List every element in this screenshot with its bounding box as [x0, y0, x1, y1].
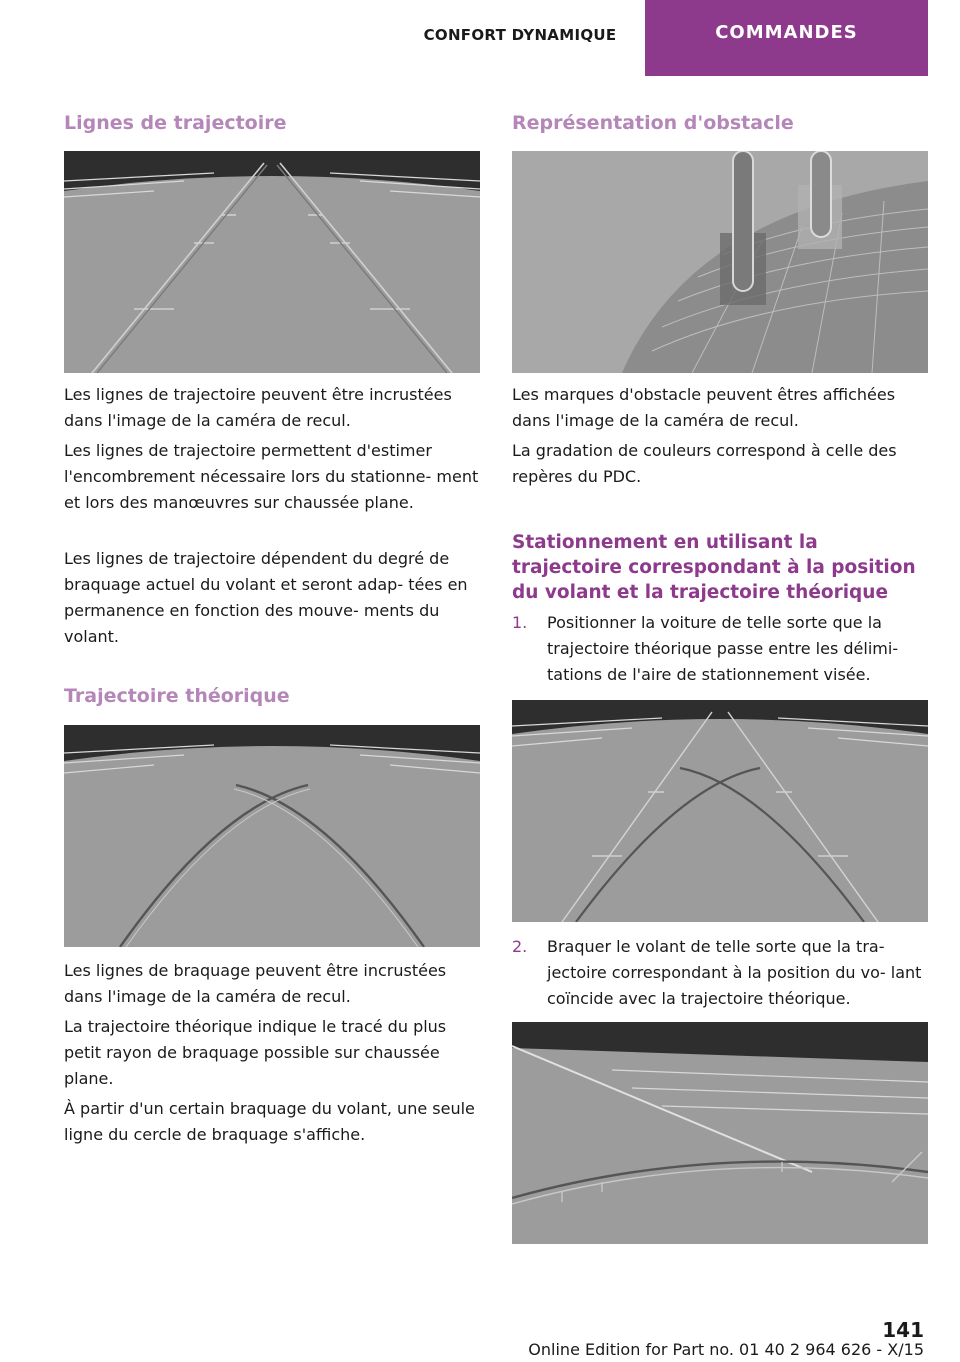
paragraph-3: Les lignes de trajectoire dépendent du degré de braquage actuel du volant et seront adap‐ tées en permanence en fonction des mouve‐ ments du volant. [64, 549, 468, 646]
step-text: Braquer le volant de telle sorte que la tra‐ jectoire correspondant à la position du vo‐ lant coïncide avec la trajectoire théorique. [547, 937, 922, 1008]
heading-trajectoire-theorique: Trajectoire théorique [64, 685, 290, 707]
figure-obstacle-marks [512, 151, 928, 373]
chapter-title: COMMANDES [715, 22, 858, 43]
figure-parking-step-2 [512, 1022, 928, 1244]
step-number: 2. [512, 937, 528, 956]
paragraph-obstacle-2: La gradation de couleurs correspond à celle des repères du PDC. [512, 441, 897, 486]
page-number: 141 [882, 1318, 924, 1342]
figure-theoretical-trajectory [64, 725, 480, 947]
chapter-tab [645, 0, 928, 76]
paragraph-6: À partir d'un certain braquage du volant, une seule ligne du cercle de braquage s'affiche. [64, 1099, 475, 1144]
paragraph-4: Les lignes de braquage peuvent être incrustées dans l'image de la caméra de recul. [64, 961, 447, 1006]
figure-parking-step-1 [512, 700, 928, 922]
edition-note: Online Edition for Part no. 01 40 2 964 626 - X/15 [528, 1340, 924, 1359]
step-text: Positionner la voiture de telle sorte que la trajectoire théorique passe entre les délimi‐ tations de l'aire de stationnement visée. [547, 613, 899, 684]
figure-trajectory-lines [64, 151, 480, 373]
heading-representation-obstacle: Représentation d'obstacle [512, 112, 794, 134]
paragraph-2: Les lignes de trajectoire permettent d'estimer l'encombrement nécessaire lors du stationne‐ ment et lors des manœuvres sur chaussée plane. [64, 441, 479, 512]
heading-stationnement: Stationnement en utilisant la trajectoire correspondant à la position du volant et la trajectoire théorique [512, 532, 916, 603]
paragraph-obstacle-1: Les marques d'obstacle peuvent êtres affichées dans l'image de la caméra de recul. [512, 385, 896, 430]
heading-lignes-trajectoire: Lignes de trajectoire [64, 112, 287, 134]
running-header-section [400, 0, 640, 76]
paragraph-5: La trajectoire théorique indique le tracé du plus petit rayon de braquage possible sur chaussée plane. [64, 1017, 447, 1088]
section-title: CONFORT DYNAMIQUE [423, 26, 617, 44]
step-number: 1. [512, 613, 528, 632]
paragraph-1: Les lignes de trajectoire peuvent être incrustées dans l'image de la caméra de recul. [64, 385, 452, 430]
